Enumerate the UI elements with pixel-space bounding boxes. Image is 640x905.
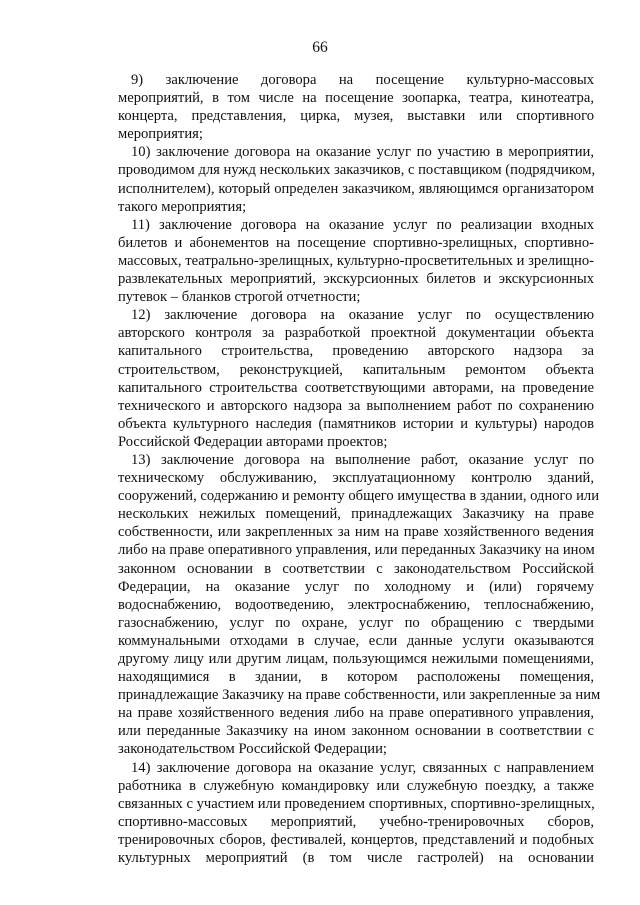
paragraph-item-13 xyxy=(118,451,601,759)
text-line: проводимом для нужд нескольких заказчиков, с поставщиком (подрядчиком, xyxy=(118,162,596,179)
text-line: связанных с участием или проведением спортивных, спортивно-зрелищных, xyxy=(118,795,595,812)
text-line: массовых, театрально-зрелищных, культурно-просветительных и зрелищно- xyxy=(118,252,594,269)
text-line: путевок – бланков строгой отчетности; xyxy=(118,289,361,306)
text-line: нескольких нежилых помещений, принадлежащих Заказчику на праве xyxy=(118,506,594,523)
document-body xyxy=(118,71,601,867)
text-line: находящимися в здании, в котором расположены помещения, xyxy=(118,669,594,686)
text-line: коммунальными отходами в случае, если данные услуги оказываются xyxy=(118,632,594,649)
text-line: Федерации, на оказание услуг по холодному и (или) горячему xyxy=(118,578,594,595)
text-line: мероприятий, в том числе на посещение зоопарка, театра, кинотеатра, xyxy=(118,90,594,107)
text-line: работника в служебную командировку или служебную поездку, а также xyxy=(118,777,594,794)
text-line: принадлежащие Заказчику на праве собственности, или закрепленные за ним xyxy=(118,687,601,704)
text-line: технического и авторского надзора за выполнением работ по сохранению xyxy=(118,397,594,414)
text-line: сооружений, содержанию и ремонту общего имущества в здании, одного или xyxy=(118,488,600,505)
text-line: законодательством Российской Федерации; xyxy=(118,741,387,758)
text-line: 9) заключение договора на посещение культурно-массовых xyxy=(131,72,594,88)
paragraph-item-9 xyxy=(118,71,594,143)
text-line: 13) заключение договора на выполнение работ, оказание услуг по xyxy=(131,451,594,468)
text-line: объекта культурного наследия (памятников истории и культуры) народов xyxy=(118,415,594,432)
text-line: капитального строительства, проведению авторского надзора за xyxy=(118,343,594,360)
text-line: концерта, представления, цирка, музея, выставки или спортивного xyxy=(118,108,594,125)
paragraph-item-11 xyxy=(118,216,594,306)
text-line: или переданные Заказчику на ином законном основании в соответствии с xyxy=(118,723,594,740)
text-line: культурных мероприятий (в том числе гастролей) на основании xyxy=(118,850,594,867)
text-line: техническому обслуживанию, эксплуатационному контролю зданий, xyxy=(118,470,594,487)
text-line: такого мероприятия; xyxy=(118,198,247,215)
text-line: мероприятия; xyxy=(118,126,203,143)
text-line: Российской Федерации авторами проектов; xyxy=(118,433,388,450)
text-line: на праве хозяйственного ведения либо на праве оперативного управления, xyxy=(118,705,594,722)
text-line: 11) заключение договора на оказание услуг по реализации входных xyxy=(131,216,594,233)
text-line: 12) заключение договора на оказание услуг по осуществлению xyxy=(131,307,594,324)
text-line: 10) заключение договора на оказание услуг по участию в мероприятии, xyxy=(131,144,594,161)
page-number: 66 xyxy=(312,39,328,56)
paragraph-item-10 xyxy=(118,143,594,215)
text-line: газоснабжению, услуг по охране, услуг по обращению с твердыми xyxy=(118,614,594,631)
text-line: либо на праве оперативного управления, или переданных Заказчику на ином xyxy=(118,542,595,559)
text-line: исполнителем), который определен заказчиком, являющимся организатором xyxy=(118,180,594,197)
text-line: тренировочных сборов, фестивалей, концертов, представлений и подобных xyxy=(118,831,594,848)
paragraph-item-14 xyxy=(118,759,594,868)
text-line: авторского контроля за разработкой проектной документации объекта xyxy=(118,325,594,342)
text-line: развлекательных мероприятий, экскурсионных билетов и экскурсионных xyxy=(118,271,594,288)
text-line: билетов и абонементов на посещение спортивно-зрелищных, спортивно- xyxy=(118,234,594,251)
text-line: капитального строительства соответствующими авторами, на проведение xyxy=(118,379,594,396)
text-line: другому лицу или другим лицам, пользующимся нежилыми помещениями, xyxy=(118,651,594,667)
paragraph-item-12 xyxy=(118,306,594,451)
text-line: собственности, или закрепленных за ним на праве хозяйственного ведения xyxy=(118,524,594,541)
text-line: законном основании в соответствии с законодательством Российской xyxy=(118,560,594,577)
text-line: строительством, реконструкцией, капитальным ремонтом объекта xyxy=(118,361,594,378)
text-line: 14) заключение договора на оказание услуг, связанных с направлением xyxy=(131,759,594,776)
text-line: спортивно-массовых мероприятий, учебно-тренировочных сборов, xyxy=(118,813,594,830)
text-line: водоснабжению, водоотведению, электроснабжению, теплоснабжению, xyxy=(118,596,594,613)
